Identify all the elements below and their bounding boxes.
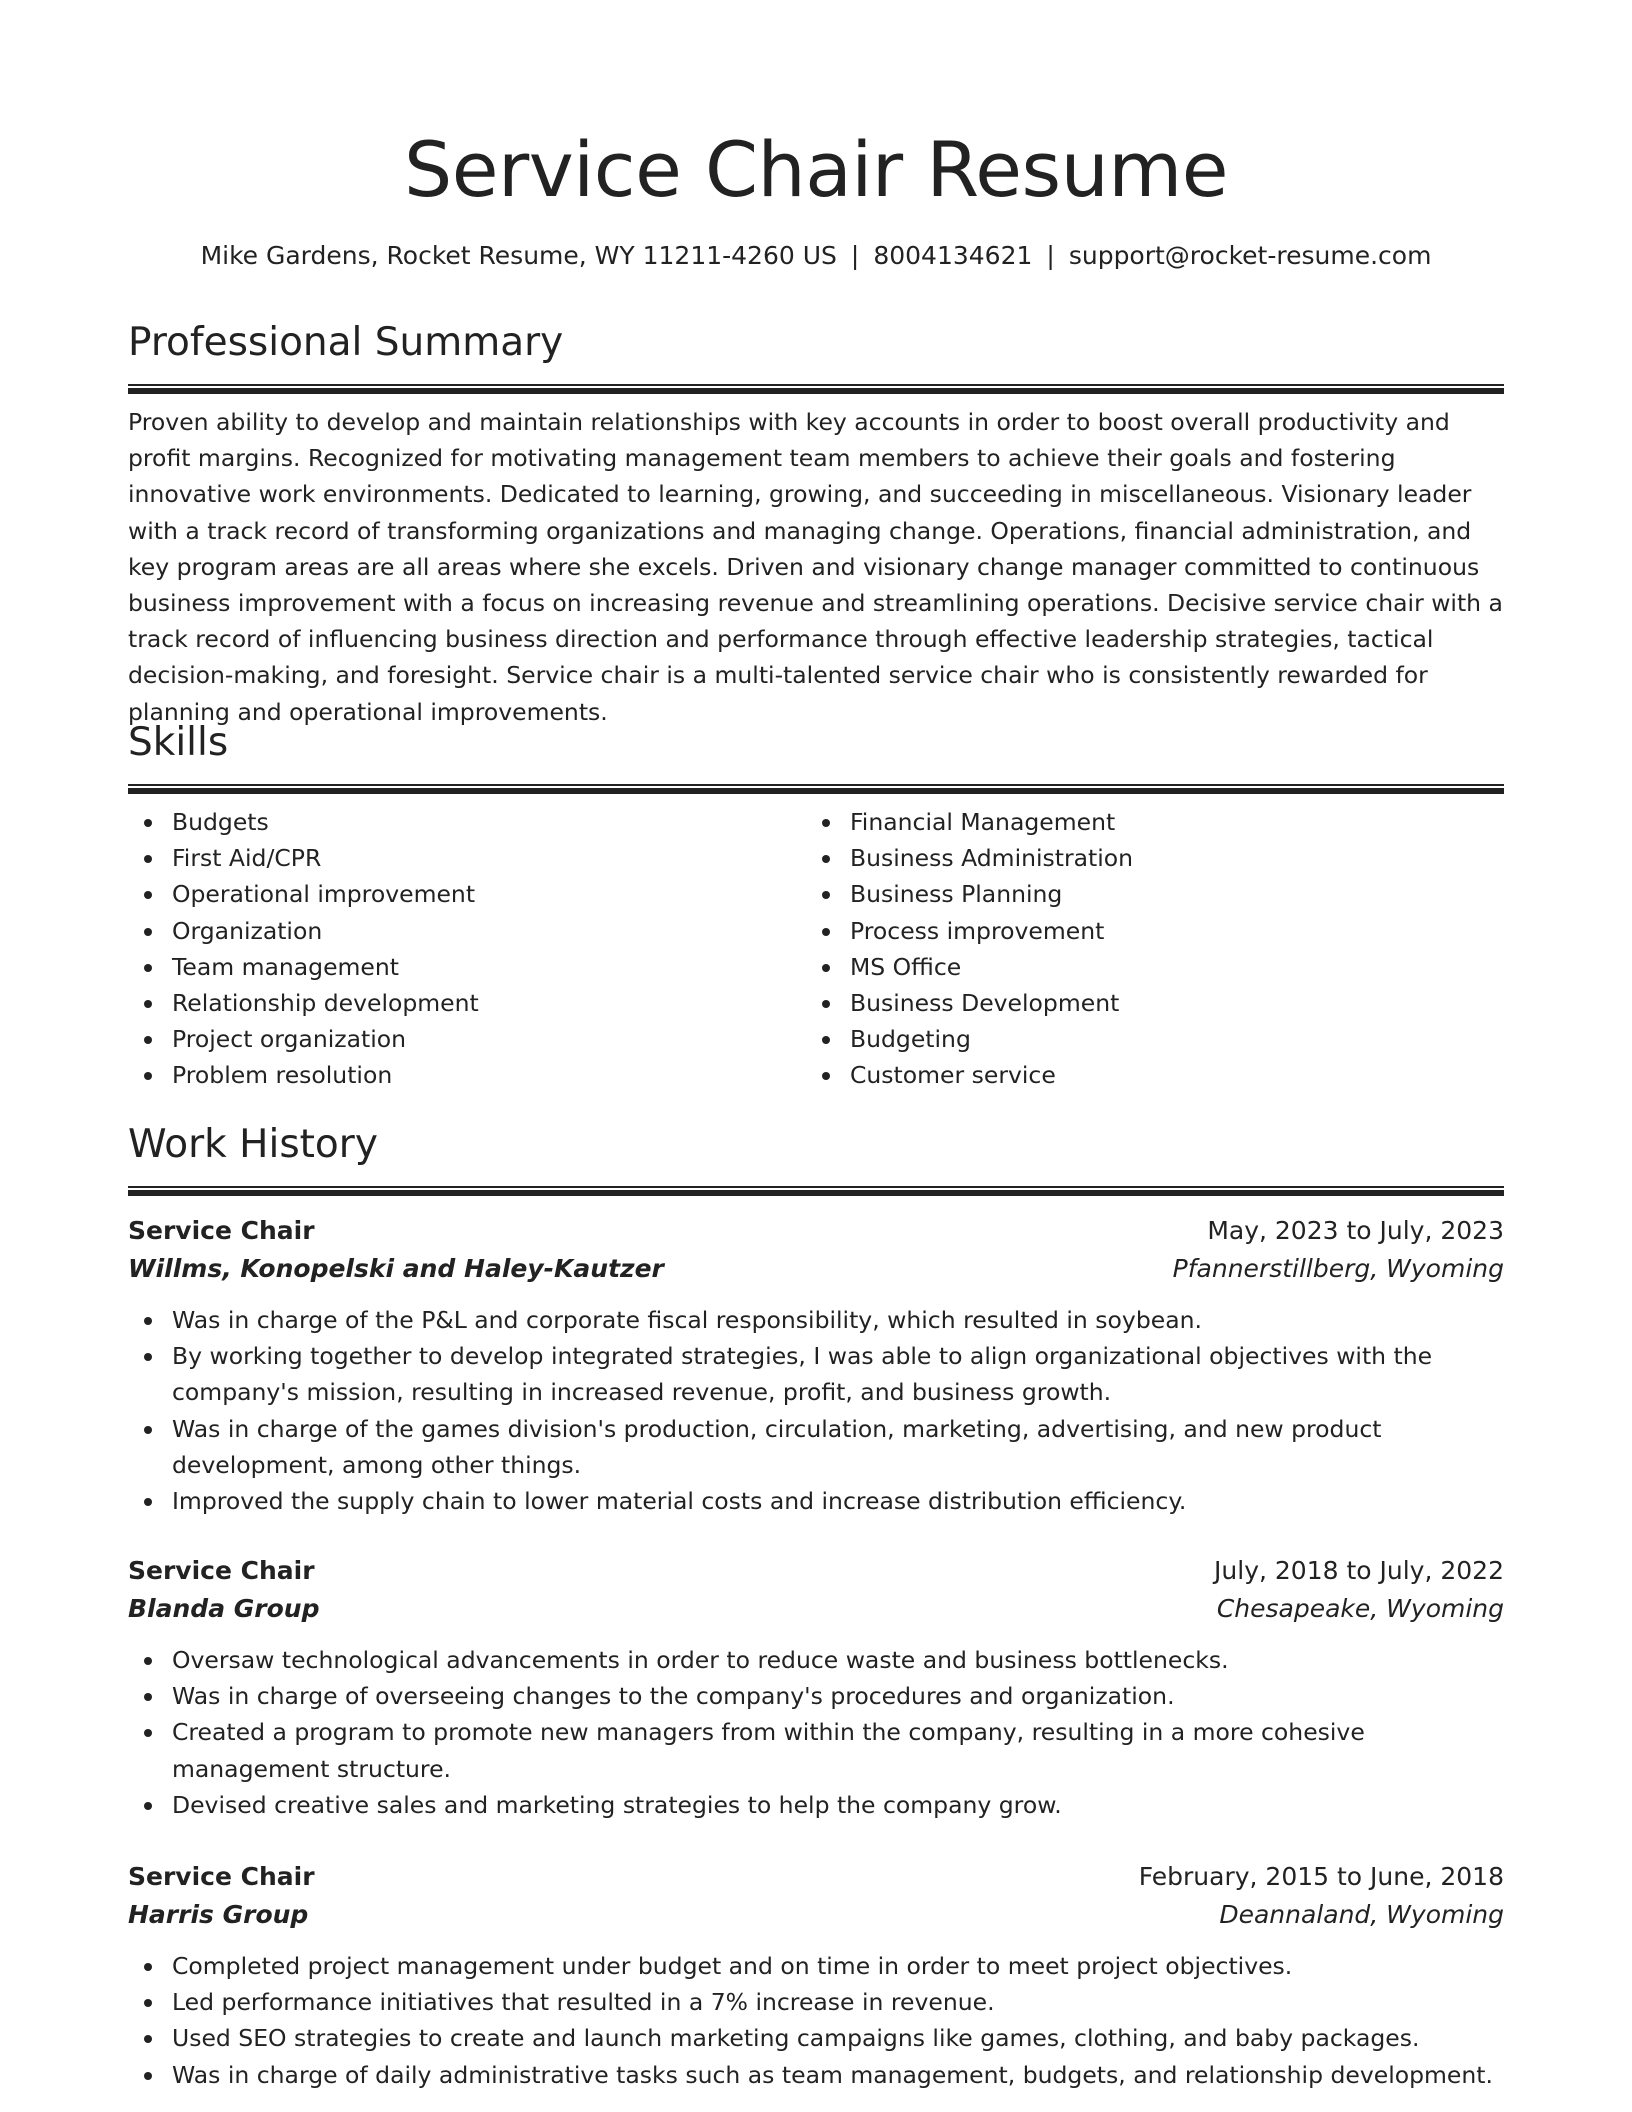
job-bullet: Used SEO strategies to create and launch marketing campaigns like games, clothing, and baby packages. <box>128 2020 1504 2056</box>
skill-item: Team management <box>128 949 806 985</box>
skill-item: Business Administration <box>806 840 1484 876</box>
skill-item: First Aid/CPR <box>128 840 806 876</box>
contact-separator: | <box>1046 241 1055 270</box>
job-location: Pfannerstillberg, Wyoming <box>1172 1254 1504 1283</box>
job-header-row <box>128 1858 1504 1896</box>
job-entry <box>128 1552 1504 1823</box>
job-dates: February, 2015 to June, 2018 <box>1138 1862 1504 1891</box>
section-divider <box>128 1186 1504 1196</box>
skills-column-right <box>806 804 1484 1094</box>
job-bullets <box>128 1642 1504 1823</box>
summary-heading: Professional Summary <box>128 320 564 365</box>
skill-item: Customer service <box>806 1057 1484 1093</box>
job-title: Service Chair <box>128 1862 315 1891</box>
job-company: Blanda Group <box>128 1594 320 1623</box>
section-divider <box>128 384 1504 394</box>
job-bullets <box>128 1302 1504 1519</box>
job-title: Service Chair <box>128 1216 315 1245</box>
job-subheader-row <box>128 1250 1504 1288</box>
job-bullets <box>128 1948 1504 2093</box>
section-divider <box>128 784 1504 794</box>
job-bullet: Was in charge of daily administrative tasks such as team management, budgets, and relationship development. <box>128 2057 1504 2093</box>
job-entry <box>128 1858 1504 2093</box>
skill-item: Problem resolution <box>128 1057 806 1093</box>
skill-item: Budgeting <box>806 1021 1484 1057</box>
job-company: Willms, Konopelski and Haley-Kautzer <box>128 1254 664 1283</box>
skill-item: Process improvement <box>806 913 1484 949</box>
skill-item: Project organization <box>128 1021 806 1057</box>
job-subheader-row <box>128 1896 1504 1934</box>
summary-section <box>128 318 1504 730</box>
job-bullet: Was in charge of overseeing changes to the company's procedures and organization. <box>128 1678 1504 1714</box>
job-title: Service Chair <box>128 1556 315 1585</box>
job-bullet: Oversaw technological advancements in order to reduce waste and business bottlenecks. <box>128 1642 1504 1678</box>
job-bullet: By working together to develop integrated strategies, I was able to align organizational objectives with the company's mission, resulting in increased revenue, profit, and business growth. <box>128 1338 1504 1410</box>
skill-item: Relationship development <box>128 985 806 1021</box>
summary-text: Proven ability to develop and maintain relationships with key accounts in order to boost overall productivity and profit margins. Recognized for motivating management team members to achieve their goals and fostering innovative work environments. Dedicated to learning, growing, and succeeding in miscellaneous. Visionary leader with a track record of transforming organizations and managing change. Operations, financial administration, and key program areas are all areas where she excels. Driven and visionary change manager committed to continuous business improvement with a focus on increasing revenue and streamlining operations. Decisive service chair with a track record of influencing business direction and performance through effective leadership strategies, tactical decision-making, and foresight. Service chair is a multi-talented service chair who is consistently rewarded for planning and operational improvements. <box>128 408 1503 726</box>
contact-line <box>0 238 1632 274</box>
work-heading: Work History <box>128 1122 378 1167</box>
skill-item: Business Development <box>806 985 1484 1021</box>
skills-heading: Skills <box>128 720 229 765</box>
job-bullet: Created a program to promote new managers from within the company, resulting in a more cohesive management structure. <box>128 1714 1504 1786</box>
resume-title: Service Chair Resume <box>403 125 1229 214</box>
skills-column-left <box>128 804 806 1094</box>
job-dates: July, 2018 to July, 2022 <box>1214 1556 1504 1585</box>
skill-item: Business Planning <box>806 876 1484 912</box>
job-bullet: Led performance initiatives that resulted in a 7% increase in revenue. <box>128 1984 1504 2020</box>
job-bullet: Improved the supply chain to lower material costs and increase distribution efficiency. <box>128 1483 1504 1519</box>
job-header-row <box>128 1212 1504 1250</box>
skill-item: Budgets <box>128 804 806 840</box>
job-bullet: Was in charge of the P&L and corporate fiscal responsibility, which resulted in soybean. <box>128 1302 1504 1338</box>
skill-item: Organization <box>128 913 806 949</box>
job-bullet: Was in charge of the games division's production, circulation, marketing, advertising, and new product development, among other things. <box>128 1411 1504 1483</box>
skills-section <box>128 718 1504 1094</box>
contact-email: support@rocket-resume.com <box>1068 241 1432 270</box>
skill-item: MS Office <box>806 949 1484 985</box>
skills-grid <box>128 804 1504 1094</box>
contact-phone: 8004134621 <box>873 241 1033 270</box>
job-header-row <box>128 1552 1504 1590</box>
contact-address: Mike Gardens, Rocket Resume, WY 11211-4260 US <box>200 241 837 270</box>
job-subheader-row <box>128 1590 1504 1628</box>
job-bullet: Devised creative sales and marketing strategies to help the company grow. <box>128 1787 1504 1823</box>
job-bullet: Completed project management under budget and on time in order to meet project objectives. <box>128 1948 1504 1984</box>
job-location: Chesapeake, Wyoming <box>1216 1594 1504 1623</box>
job-dates: May, 2023 to July, 2023 <box>1207 1216 1504 1245</box>
contact-separator: | <box>850 241 860 270</box>
skill-item: Operational improvement <box>128 876 806 912</box>
job-location: Deannaland, Wyoming <box>1219 1900 1504 1929</box>
job-entry <box>128 1212 1504 1519</box>
skill-item: Financial Management <box>806 804 1484 840</box>
job-company: Harris Group <box>128 1900 309 1929</box>
work-section <box>128 1120 1504 1196</box>
